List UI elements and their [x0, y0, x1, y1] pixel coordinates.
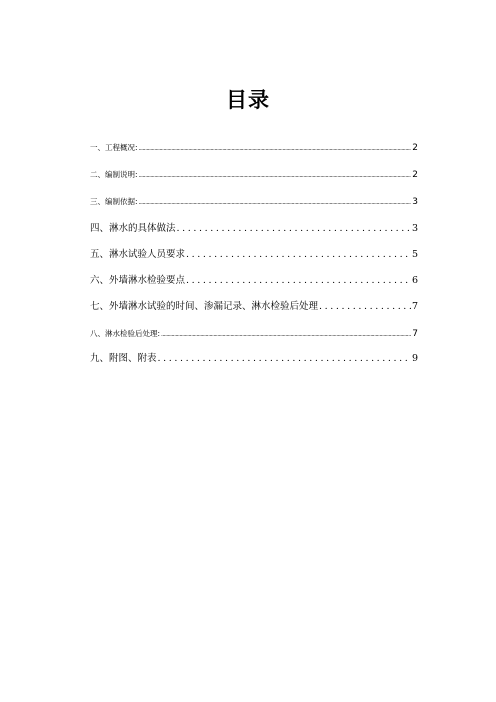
toc-entry-label: 三、编制依据: — [90, 197, 138, 206]
toc-page-number: 2 — [412, 143, 418, 153]
toc-entry-label: 六、外墙淋水检验要点 — [90, 275, 186, 286]
toc-entry[interactable] — [90, 249, 418, 261]
toc-page-number: 7 — [412, 329, 418, 339]
toc-page-number: 7 — [411, 301, 418, 312]
toc-entry-label: 四、淋水的具体做法 — [90, 223, 176, 234]
toc-entry-label: 八、淋水检验后处理: — [90, 329, 161, 338]
toc-dot-leader — [139, 198, 412, 207]
toc-page-number: 9 — [411, 353, 418, 364]
toc-dot-leader — [161, 330, 411, 339]
toc-dot-leader — [319, 301, 411, 313]
toc-dot-leader — [186, 275, 411, 287]
toc-entry-label: 五、淋水试验人员要求 — [90, 249, 186, 260]
toc-entry[interactable] — [90, 275, 418, 287]
toc-dot-leader — [186, 249, 411, 261]
toc-page-number: 3 — [411, 223, 418, 234]
toc-entry[interactable] — [90, 353, 418, 365]
toc-entry-label: 一、工程概况: — [90, 143, 138, 152]
toc-dot-leader — [139, 171, 412, 180]
toc-page-number: 2 — [412, 170, 418, 180]
toc-dot-leader — [177, 223, 411, 235]
toc-entry[interactable] — [90, 143, 418, 152]
toc-title: 目录 — [226, 88, 270, 112]
toc-entry[interactable] — [90, 170, 418, 179]
toc-page-number: 6 — [411, 275, 418, 286]
toc-entry[interactable] — [90, 329, 418, 338]
toc-entry-label: 二、编制说明: — [90, 170, 138, 179]
toc-dot-leader — [139, 144, 412, 153]
toc-page-number: 3 — [412, 197, 418, 207]
toc-dot-leader — [158, 353, 411, 365]
toc-entry-label: 九、附图、附表 — [90, 353, 157, 364]
toc-entry-label: 七、外墙淋水试验的时间、渗漏记录、淋水检验后处理 — [90, 301, 319, 312]
toc-entry[interactable] — [90, 223, 418, 235]
toc-page-number: 5 — [411, 249, 418, 260]
toc-entry[interactable] — [90, 301, 418, 313]
toc-entry[interactable] — [90, 197, 418, 206]
